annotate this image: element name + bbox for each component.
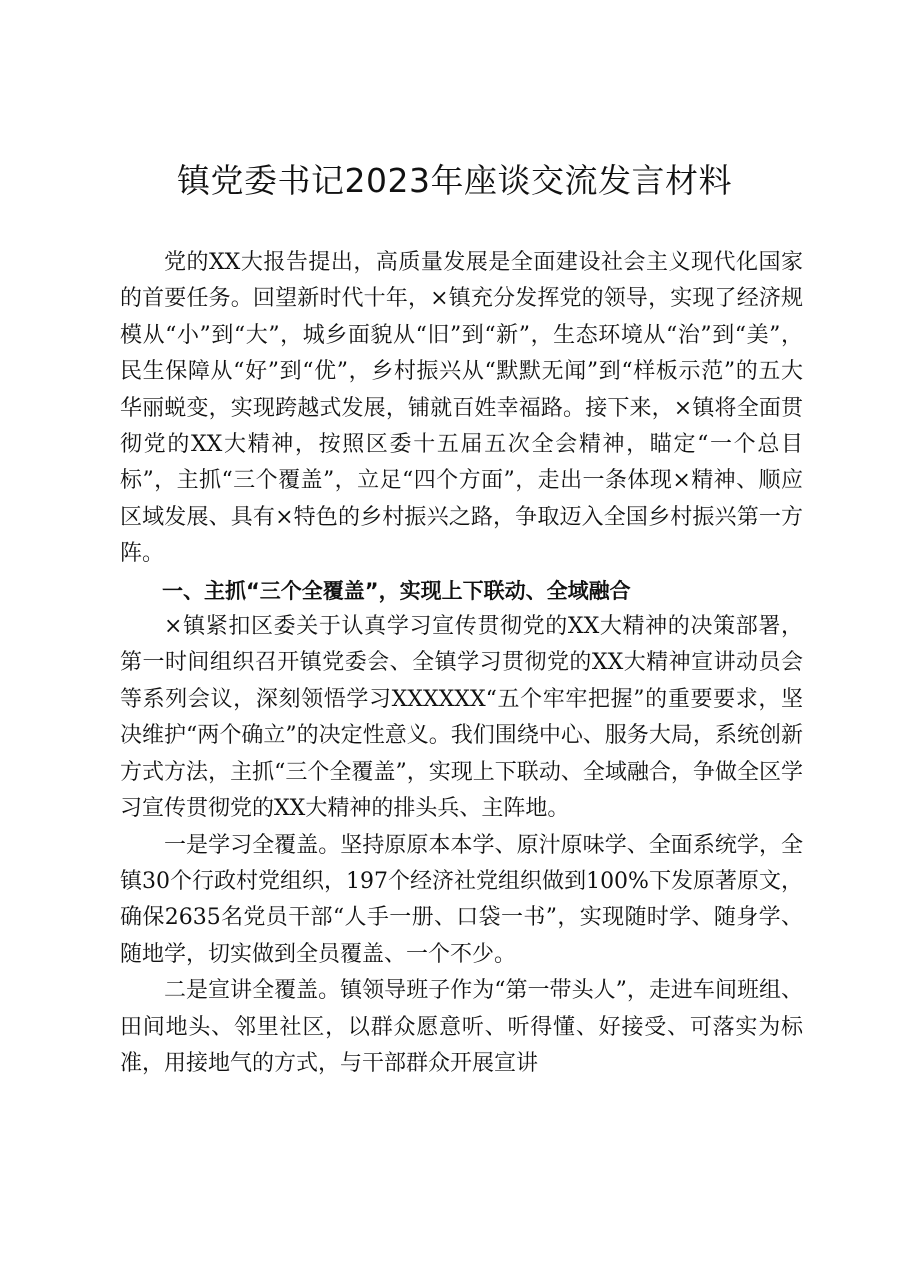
intro-paragraph: 党的XX大报告提出，高质量发展是全面建设社会主义现代化国家的首要任务。回望新时代十年，×镇充分发挥党的领导，实现了经济规模从“小”到“大”，城乡面貌从“旧”到“新”，生态环境从“治”到“美”，民生保障从“好”到“优”，乡村振兴从“默默无闻”到“样板示范”的五大华丽蜕变，实现跨越式发展，铺就百姓幸福路。接下来，×镇将全面贯彻党的XX大精神，按照区委十五届五次全会精神，瞄定“一个总目标”，主抓“三个覆盖”，立足“四个方面”，走出一条体现×精神、顺应区域发展、具有×特色的乡村振兴之路，争取迈入全国乡村振兴第一方阵。 bbox=[120, 250, 803, 567]
study-coverage-paragraph: 一是学习全覆盖。坚持原原本本学、原汁原味学、全面系统学，全镇30个行政村党组织，197个经济社党组织做到100%下发原著原文，确保2635名党员干部“人手一册、口袋一书”，实现随时学、随身学、随地学，切实做到全员覆盖、一个不少。 bbox=[120, 832, 803, 967]
section-paragraph: ×镇紧扣区委关于认真学习宣传贯彻党的XX大精神的决策部署，第一时间组织召开镇党委会、全镇学习贯彻党的XX大精神宣讲动员会等系列会议，深刻领悟学习XXXXXX“五个牢牢把握”的重要要求，坚决维护“两个确立”的决定性意义。我们围绕中心、服务大局，系统创新方式方法，主抓“三个全覆盖”，实现上下联动、全域融合，争做全区学习宣传贯彻党的XX大精神的排头兵、主阵地。 bbox=[120, 614, 803, 822]
document-body bbox=[120, 245, 803, 1082]
section-heading: 一、主抓“三个全覆盖”，实现上下联动、全域融合 bbox=[162, 578, 631, 603]
preaching-coverage-paragraph: 二是宣讲全覆盖。镇领导班子作为“第一带头人”，走进车间班组、田间地头、邻里社区，以群众愿意听、听得懂、好接受、可落实为标准，用接地气的方式，与干部群众开展宣讲 bbox=[120, 978, 803, 1076]
document-title: 镇党委书记2023年座谈交流发言材料 bbox=[177, 161, 732, 200]
